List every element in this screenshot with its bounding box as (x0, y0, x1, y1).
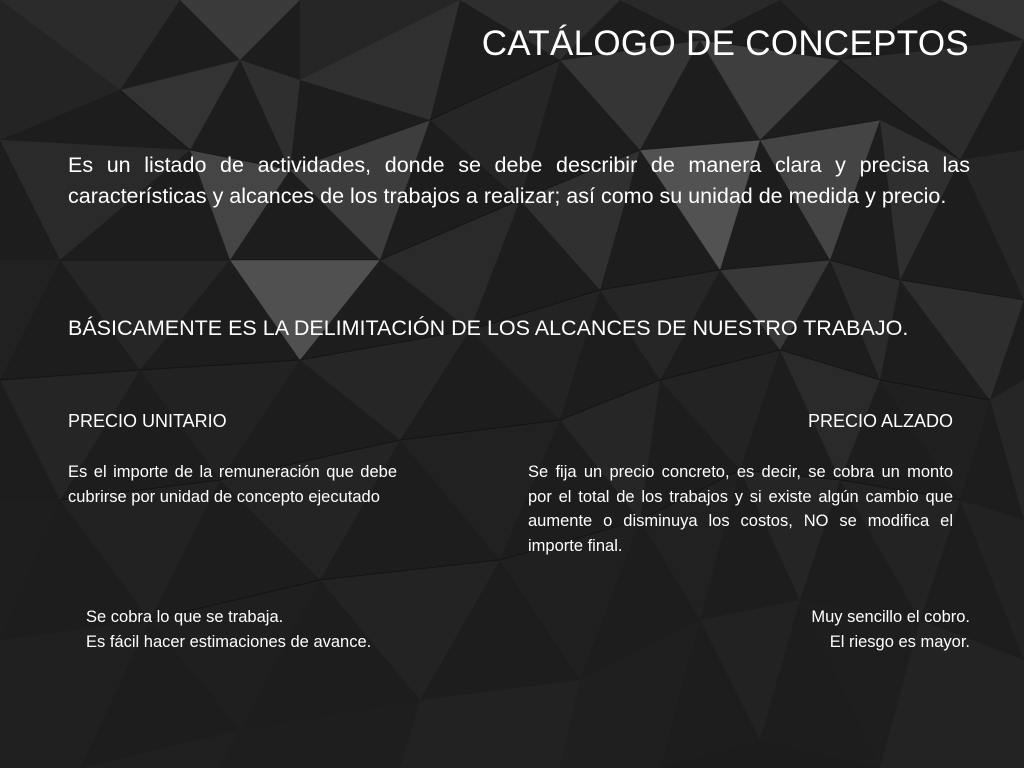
slide-title: CATÁLOGO DE CONCEPTOS (481, 24, 969, 63)
lump-sum-note: Muy sencillo el cobro. (811, 608, 970, 626)
unit-price-description: Es el importe de la remuneración que debe cubrirse por unidad de concepto ejecutado (68, 463, 397, 506)
lump-sum-heading: PRECIO ALZADO (807, 411, 953, 431)
unit-price-note: Es fácil hacer estimaciones de avance. (86, 633, 372, 651)
unit-price-notes (86, 605, 371, 655)
lump-sum-notes (811, 605, 970, 655)
tagline: BÁSICAMENTE ES LA DELIMITACIÓN DE LOS ALCANCES DE NUESTRO TRABAJO. (68, 316, 909, 340)
unit-price-note: Se cobra lo que se trabaja. (86, 608, 284, 626)
lump-sum-note: El riesgo es mayor. (829, 633, 970, 651)
lump-sum-description: Se fija un precio concreto, es decir, se cobra un monto por el total de los trabajos y si existe algún cambio que aumente o disminuya los costos, NO se modifica el importe final. (528, 463, 953, 555)
intro-paragraph: Es un listado de actividades, donde se debe describir de manera clara y precisa las características y alcances de los trabajos a realizar; así como su unidad de medida y precio. (68, 153, 970, 208)
unit-price-heading: PRECIO UNITARIO (68, 411, 227, 431)
